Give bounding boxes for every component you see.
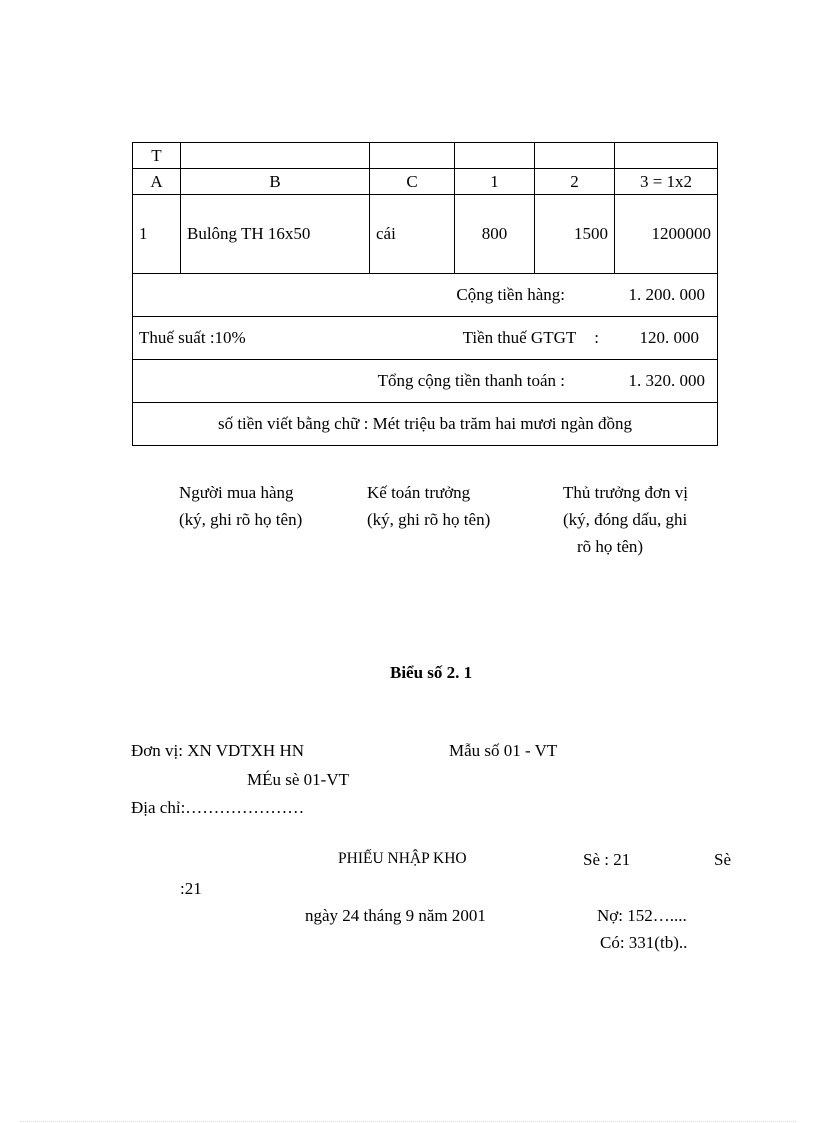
debit-account: Nợ: 152….... (597, 906, 687, 925)
header-row-2 (133, 169, 718, 195)
page-bottom-divider (20, 1121, 796, 1122)
header-cell (370, 143, 455, 169)
header-cell: C (370, 169, 455, 195)
tax-colon: : (594, 328, 599, 347)
unit-label: Đơn vị: XN VDTXH HN (131, 741, 305, 760)
total-cell (133, 360, 718, 403)
tax-value: 120. 000 (639, 328, 699, 347)
subtotal-label: Cộng tiền hàng: (456, 285, 565, 304)
form-title: Biểu số 2. 1 (390, 663, 473, 682)
header-cell: 3 = 1x2 (615, 169, 718, 195)
item-amount: 1200000 (615, 195, 718, 274)
tax-label: Tiền thuế GTGT (462, 328, 577, 347)
signature-note: (ký, ghi rõ họ tên) (179, 510, 303, 529)
header-cell: 1 (455, 169, 535, 195)
header-cell (615, 143, 718, 169)
tax-row (133, 317, 718, 360)
receipt-title: PHIẾU NHẬP KHO (338, 850, 467, 867)
total-label: Tổng cộng tiền thanh toán : (377, 371, 565, 390)
tax-rate: Thuế suất :10% (139, 328, 246, 347)
header-row-1 (133, 143, 718, 169)
signature-note: (ký, đóng dấu, ghi (563, 510, 688, 529)
subtotal-cell (133, 274, 718, 317)
total-value: 1. 320. 000 (628, 371, 705, 390)
signature-note-2: rõ họ tên) (577, 537, 644, 556)
signature-buyer (179, 479, 302, 533)
header-cell (455, 143, 535, 169)
subtotal-value: 1. 200. 000 (628, 285, 705, 304)
signature-accountant (367, 479, 490, 533)
receipt-number: Sè : 21 (583, 850, 631, 869)
header-cell: A (133, 169, 181, 195)
invoice-table (132, 142, 718, 446)
item-name: Bulông TH 16x50 (181, 195, 370, 274)
in-words-cell: số tiền viết bằng chữ : Mét triệu ba trăm hai mươi ngàn đồng (133, 403, 718, 446)
form-number: Mẫu số 01 - VT (449, 741, 558, 760)
signature-title: Kế toán trưởng (367, 483, 471, 502)
signature-director (563, 479, 688, 560)
header-cell: T (133, 143, 181, 169)
signature-title: Người mua hàng (179, 483, 294, 502)
item-qty: 800 (455, 195, 535, 274)
tax-cell (133, 317, 718, 360)
receipt-number-alt: Sè (714, 850, 731, 869)
header-cell (181, 143, 370, 169)
signature-title: Thủ trưởng đơn vị (563, 483, 688, 502)
address-label: Địa chỉ:………………… (131, 798, 305, 817)
in-words-row (133, 403, 718, 446)
table-row (133, 195, 718, 274)
form-number-alt: MÉu sè 01-VT (247, 770, 349, 789)
receipt-date: ngày 24 tháng 9 năm 2001 (305, 906, 486, 925)
total-row (133, 360, 718, 403)
credit-account: Có: 331(tb).. (600, 933, 688, 952)
header-cell (535, 143, 615, 169)
item-no: 1 (133, 195, 181, 274)
header-cell: B (181, 169, 370, 195)
item-price: 1500 (535, 195, 615, 274)
subtotal-row (133, 274, 718, 317)
item-unit: cái (370, 195, 455, 274)
receipt-number-alt-2: :21 (180, 879, 202, 898)
header-cell: 2 (535, 169, 615, 195)
signature-note: (ký, ghi rõ họ tên) (367, 510, 491, 529)
